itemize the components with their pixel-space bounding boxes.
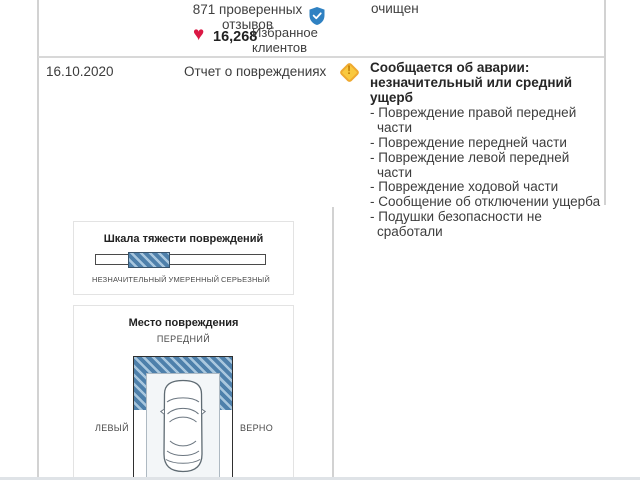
- damage-location-box: [73, 305, 294, 480]
- damage-item: - Повреждение ходовой части: [370, 180, 603, 195]
- right-border-line: [604, 0, 606, 205]
- severity-indicator: [128, 252, 169, 268]
- right-zone-label: ВЕРНО: [240, 423, 274, 433]
- front-zone-label: ПЕРЕДНИЙ: [156, 334, 211, 344]
- left-zone-label: ЛЕВЫЙ: [95, 423, 129, 433]
- damage-summary-line1: Сообщается об аварии:: [370, 60, 530, 75]
- car-top-view-icon: [160, 378, 206, 474]
- severity-scale-box: [73, 221, 294, 295]
- damage-item: - Подушки безопасности не сработали: [370, 210, 603, 240]
- favorites-label-line1: Избранное: [252, 25, 318, 40]
- heart-icon: ♥: [193, 24, 205, 45]
- damage-details: [370, 61, 603, 240]
- damage-item: - Повреждение левой передней части: [370, 151, 603, 181]
- severity-scale-label: СЕРЬЕЗНЫЙ: [221, 275, 270, 284]
- status-text: очищен: [371, 1, 419, 16]
- severity-scale-title: Шкала тяжести повреждений: [103, 233, 264, 245]
- damage-summary-line2: незначительный или средний ущерб: [370, 74, 573, 105]
- severity-scale-bar: [95, 254, 266, 265]
- warning-exclamation-mark: !: [347, 65, 351, 77]
- favorites-count: 16,268: [213, 29, 258, 45]
- severity-scale-labels: [92, 275, 270, 284]
- reviews-line2: отзывов: [222, 17, 273, 32]
- left-border-line: [37, 0, 39, 480]
- section-divider-line: [38, 56, 604, 58]
- reviews-line1: 871 проверенных: [192, 2, 303, 17]
- car-damage-diagram: [133, 356, 233, 480]
- severity-scale-label: УМЕРЕННЫЙ: [168, 275, 220, 284]
- damage-items-list: [370, 106, 603, 239]
- favorites-label-line2: клиентов: [252, 39, 308, 55]
- diamond-exclamation-icon: [338, 61, 360, 83]
- severity-scale-label: НЕЗНАЧИТЕЛЬНЫЙ: [92, 275, 167, 284]
- damage-item: - Сообщение об отключении ущерба: [370, 195, 603, 210]
- report-title: Отчет о повреждениях: [184, 64, 327, 79]
- damage-item: - Повреждение правой передней части: [370, 106, 603, 136]
- favorites-label: [252, 26, 318, 55]
- damage-location-title: Место повреждения: [128, 317, 239, 329]
- report-date: 16.10.2020: [46, 64, 114, 79]
- column-divider-line: [332, 207, 334, 480]
- damage-item: - Повреждение передней части: [370, 136, 603, 151]
- shield-check-icon: [308, 6, 326, 26]
